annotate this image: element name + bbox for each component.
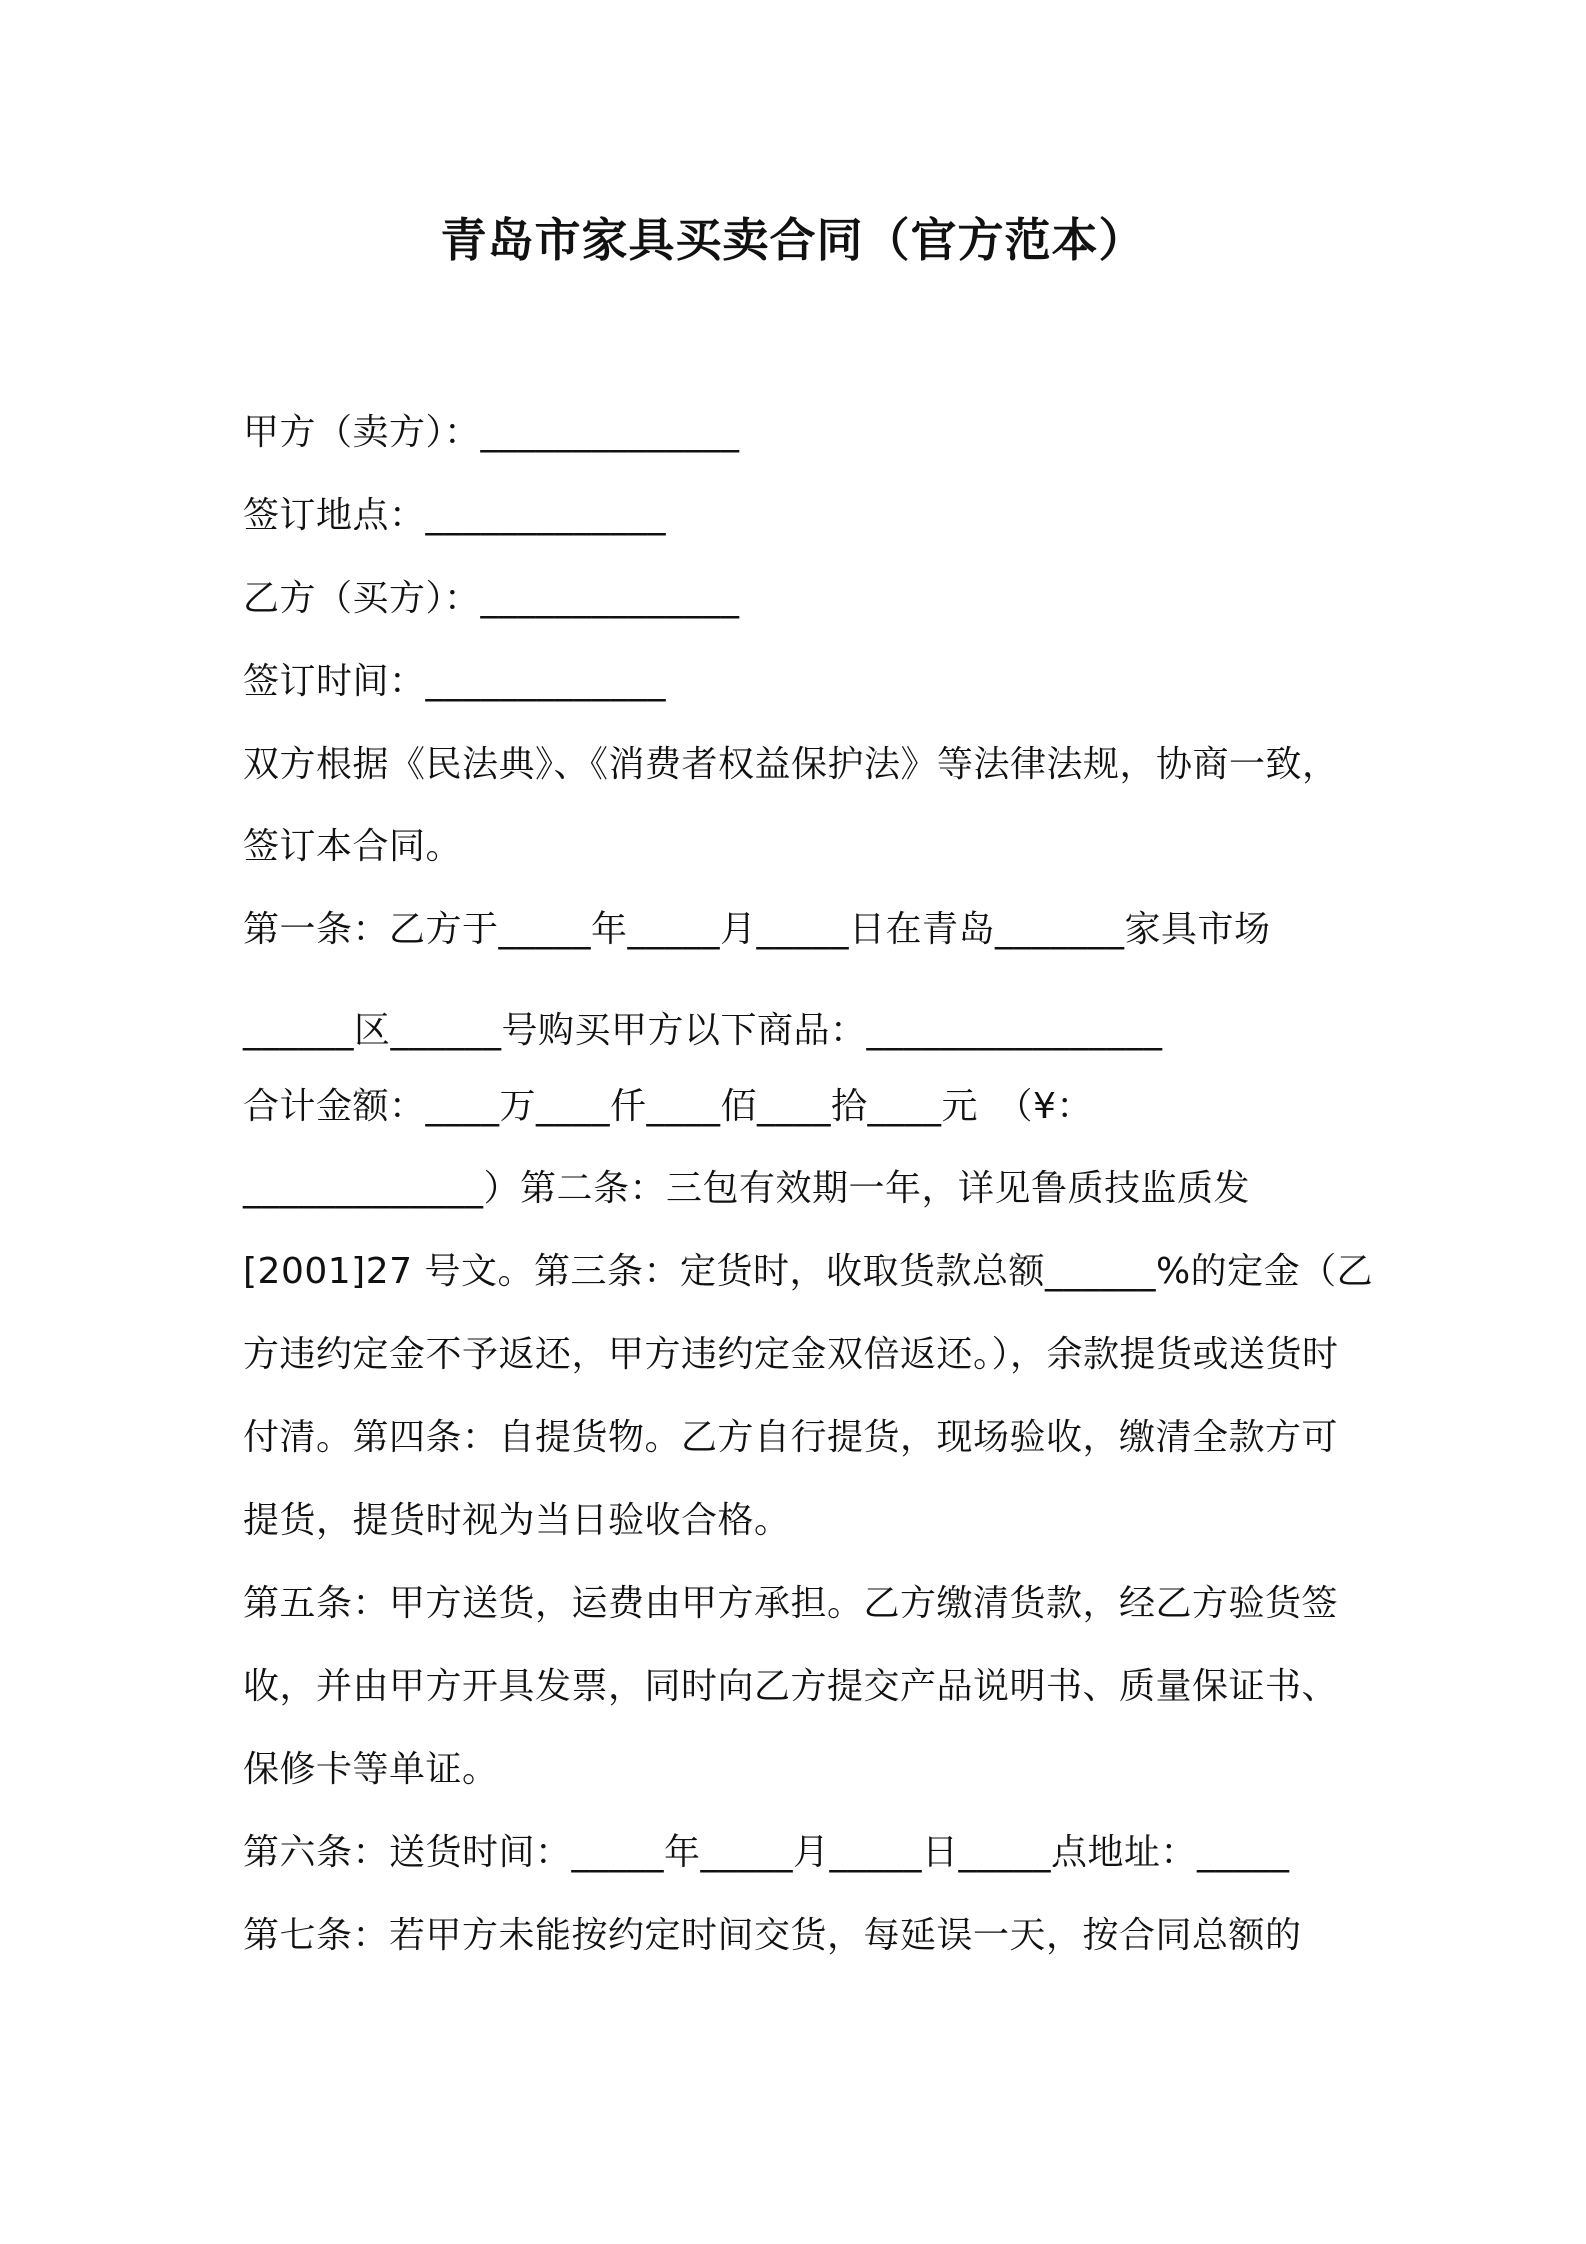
page-title: 青岛市家具买卖合同（官方范本） (440, 213, 1146, 267)
article-1-line: 第一条：乙方于_____年_____月_____日在青岛_______家具市场 (243, 909, 1271, 950)
article-3-line: [2001]27 号文。第三条：定货时，收取货款总额______%的定金（乙 (243, 1251, 1374, 1292)
signing-place-field: 签订地点：_____________ (243, 495, 667, 536)
preamble-line: 双方根据《民法典》、《消费者权益保护法》等法律法规，协商一致， (243, 744, 1339, 785)
article-2-line: _____________）第二条：三包有效期一年，详见鲁质技监质发 (243, 1168, 1251, 1209)
buyer-field: 乙方（买方）：______________ (243, 578, 740, 619)
total-amount-line: 合计金额：____万____仟____佰____拾____元 （¥： (243, 1086, 1093, 1127)
article-4-line: 提货，提货时视为当日验收合格。 (243, 1500, 791, 1541)
article-3-line: 方违约定金不予返还，甲方违约定金双倍返还。），余款提货或送货时 (243, 1334, 1339, 1375)
article-4-line: 付清。第四条：自提货物。乙方自行提货，现场验收，缴清全款方可 (243, 1417, 1339, 1458)
article-7-line: 第七条：若甲方未能按约定时间交货，每延误一天，按合同总额的 (243, 1915, 1302, 1956)
article-6-line: 第六条：送货时间：_____年_____月_____日_____点地址：_____ (243, 1832, 1290, 1873)
preamble-line: 签订本合同。 (243, 826, 463, 867)
seller-field: 甲方（卖方）：______________ (243, 412, 740, 453)
signing-time-field: 签订时间：_____________ (243, 661, 667, 702)
article-5-line: 收，并由甲方开具发票，同时向乙方提交产品说明书、质量保证书、 (243, 1666, 1339, 1707)
article-1-line: ______区______号购买甲方以下商品：________________ (243, 1010, 1163, 1051)
article-5-line: 保修卡等单证。 (243, 1749, 499, 1790)
article-5-line: 第五条：甲方送货，运费由甲方承担。乙方缴清货款，经乙方验货签 (243, 1583, 1339, 1624)
